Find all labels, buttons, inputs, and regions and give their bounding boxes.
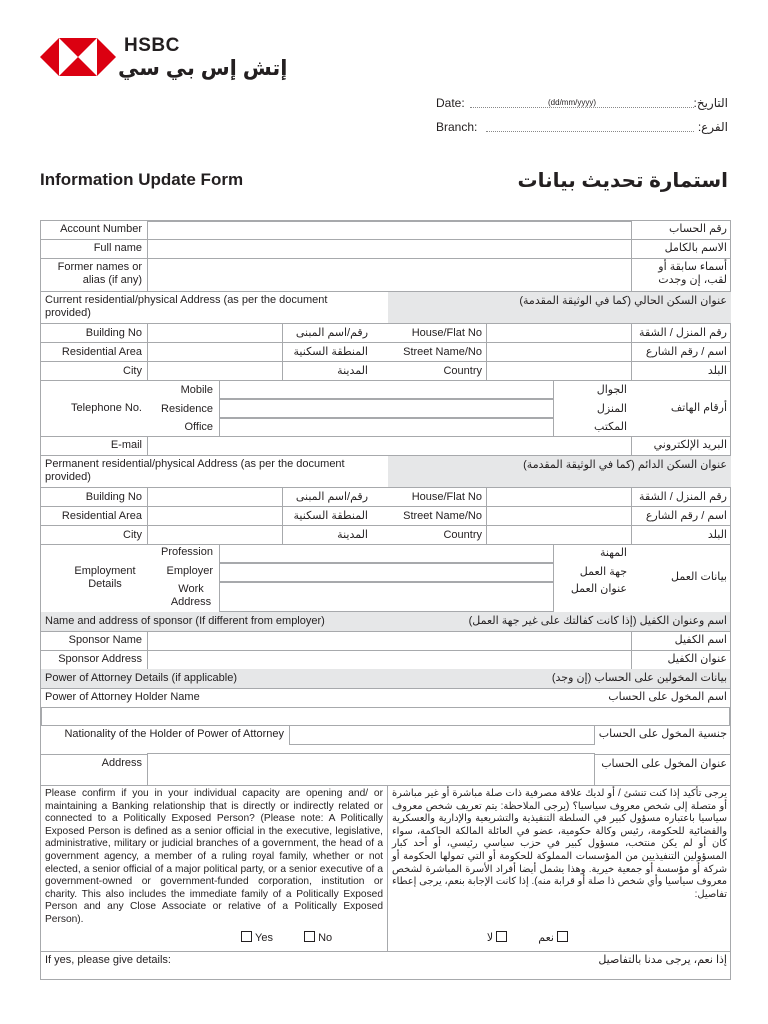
city-input[interactable] [147,361,283,381]
pep-yes-label-en: Yes [255,932,273,944]
house-flat-label-en: House/Flat No [411,327,482,339]
poa-name-input[interactable] [41,707,730,726]
sponsor-section-label-ar: اسم وعنوان الكفيل (إذا كانت كفالتك على غير جهة العمل) [468,615,727,627]
pep-options-en [238,931,388,945]
pep-question-ar: يرجى تأكيد إذا كنت تنشئ / أو لديك علاقة مصرفية ذات صلة مباشرة أو غير مباشرة أو متصلة إلى شخص معروف سياسيا؟ (يرجى الملاحظة: يتم تعريف شخص معروف سياسيا باعتباره مسؤول كبير في السلطة التنفيذية والتشريعية والإدارية والعسكرية والقضائية للحكومة، رئيس وكالة حكومية، عضو في العائلة المالكة الحاكمة، سواء كان أو لم يكن منتخب، مسؤول كبير في حزب سياسي رئيسي، أو أحد كبار المسؤولين التنفيذيين من المؤسسات المملوكة للحكومة أو التي تمولها الحكومة أو شركة أو مؤسسة أو جمعية خيرية. وهذا يشمل أيضا أفراد الأسرة المباشرة لشخص معروف سياسيا وأي شخص ذا صلة أو قرابة منه). إذا كانت الإجابة بنعم، يرجى إعطاء تفاصيل: [392,788,727,900]
profession-input[interactable] [219,544,554,563]
email-input[interactable] [147,436,632,456]
perm-country-label-ar: البلد [707,529,727,541]
pep-options-ar [451,931,571,945]
perm-street-label-ar: اسم / رقم الشارع [645,510,727,522]
poa-name-label-ar: اسم المخول على الحساب [608,691,727,703]
perm-house-flat-label-ar: رقم المنزل / الشقة [639,491,727,503]
mobile-label-ar: الجوال [596,384,627,396]
residential-area-label-ar: المنطقة السكنية [293,346,368,358]
pep-no-label-ar: لا [486,932,494,944]
poa-details-label-ar: بيانات المخولين على الحساب (إن وجد) [551,672,727,684]
city-label-en: City [123,365,142,377]
poa-address-input[interactable] [147,753,595,786]
date-label-ar: التاريخ: [693,96,728,110]
perm-building-no-input[interactable] [147,487,283,507]
employer-label-ar: جهة العمل [579,566,627,578]
office-label-ar: المكتب [594,421,627,433]
poa-name-label-en: Power of Attorney Holder Name [45,691,200,703]
sponsor-address-label-ar: عنوان الكفيل [667,653,727,665]
perm-city-label-en: City [123,529,142,541]
employer-label-en: Employer [166,565,213,577]
mobile-label-en: Mobile [180,384,213,396]
pep-yes-checkbox-ar[interactable] [557,931,568,942]
account-number-label-ar: رقم الحساب [669,223,727,235]
work-address-label-ar: عنوان العمل [570,583,627,595]
telephone-label-en: Telephone No. [71,402,142,414]
perm-city-input[interactable] [147,525,283,545]
office-label-en: Office [184,421,213,433]
permanent-address-label-ar: عنوان السكن الدائم (كما في الوثيقة المقدمة) [523,459,727,471]
residence-input[interactable] [219,399,554,418]
branch-label-en: Branch: [436,120,478,134]
sponsor-name-label-ar: اسم الكفيل [674,634,727,646]
residence-label-ar: المنزل [596,403,627,415]
pep-yes-checkbox-en[interactable] [241,931,252,942]
information-update-form [40,220,731,980]
pep-no-checkbox-en[interactable] [304,931,315,942]
poa-nationality-label-ar: جنسية المخول على الحساب [598,728,727,740]
perm-house-flat-label-en: House/Flat No [411,491,482,503]
perm-country-label-en: Country [443,529,482,541]
details-label-ar: إذا نعم، يرجى مدنا بالتفاصيل [598,954,727,966]
full-name-label-en: Full name [93,242,142,254]
sponsor-name-label-en: Sponsor Name [68,634,142,646]
pep-no-checkbox-ar[interactable] [496,931,507,942]
work-address-label-en: Work Address [170,583,212,608]
hsbc-logo [40,38,116,76]
former-names-label-en: Former names or alias (if any) [57,261,142,286]
profession-label-ar: المهنة [599,547,627,559]
house-flat-label-ar: رقم المنزل / الشقة [639,327,727,339]
brand-name-ar: إتش إس بي سي [118,57,288,80]
street-label-ar: اسم / رقم الشارع [645,346,727,358]
residence-label-en: Residence [161,403,213,415]
city-label-ar: المدينة [337,365,368,377]
full-name-input[interactable] [147,239,632,259]
pep-yes-label-ar: نعم [538,932,554,944]
poa-nationality-label-en: Nationality of the Holder of Power of Attorney [64,728,284,740]
country-label-en: Country [443,365,482,377]
perm-building-no-label-en: Building No [85,491,142,503]
poa-address-label-en: Address [101,757,142,769]
residential-area-input[interactable] [147,342,283,362]
perm-house-flat-input[interactable] [486,487,632,507]
perm-street-input[interactable] [486,506,632,526]
branch-input-line[interactable] [486,131,694,132]
building-no-label-en: Building No [85,327,142,339]
employment-label-en: Employment Details [74,565,136,590]
date-field[interactable] [436,96,728,112]
sponsor-section-label-en: Name and address of sponsor (If different from employer) [45,615,325,627]
account-number-label-en: Account Number [60,223,142,235]
residential-area-label-en: Residential Area [61,346,142,358]
branch-label-ar: الفرع: [697,120,728,134]
current-address-label-ar: عنوان السكن الحالي (كما في الوثيقة المقدمة) [519,295,727,307]
street-label-en: Street Name/No [403,346,482,358]
sponsor-name-input[interactable] [147,631,632,651]
account-number-input[interactable] [147,221,632,240]
former-names-input[interactable] [147,258,632,292]
poa-details-label-en: Power of Attorney Details (if applicable) [45,672,237,684]
perm-residential-area-label-en: Residential Area [61,510,142,522]
full-name-label-ar: الاسم بالكامل [664,242,727,254]
permanent-address-label-en: Permanent residential/physical Address (as per the document provided) [45,458,345,483]
date-format-hint: (dd/mm/yyyy) [548,98,596,107]
perm-residential-area-input[interactable] [147,506,283,526]
telephone-label-ar: أرقام الهاتف [670,402,727,414]
country-input[interactable] [486,361,632,381]
pep-no-label-en: No [318,932,333,944]
perm-residential-area-label-ar: المنطقة السكنية [293,510,368,522]
details-input[interactable] [191,965,571,979]
email-label-ar: البريد الإلكتروني [653,439,727,451]
mobile-input[interactable] [219,380,554,399]
former-names-label-ar: أسماء سابقة أو لقب، إن وجدت [658,261,727,286]
work-address-input[interactable] [219,582,554,612]
branch-field[interactable] [436,120,728,136]
form-title-ar: استمارة تحديث بيانات [517,170,728,192]
date-label-en: Date: [436,96,465,110]
details-label-en: If yes, please give details: [45,954,171,966]
employment-label-ar: بيانات العمل [671,571,727,583]
building-no-input[interactable] [147,323,283,343]
pep-question-en: Please confirm if you in your individual capacity are opening and/ or maintaining a Banking relationship that is directly or indirectly related or connected to a Politically Exposed Person? (Please note: A Politically Exposed Person is defined as a senior official in the executive, legislative, administrative, military or judicial branches of a government, the head of a government agency, a member of a ruling royal family, whether or not elected, a senior official of a major political party, or a senior executive of a government-owned or government-funded corporation, institution or charity. This also includes the immediate family of a Politically Exposed Person and any Close Associate or relative of a Politically Exposed Person). [45,788,383,925]
email-label-en: E-mail [110,439,142,451]
perm-country-input[interactable] [486,525,632,545]
perm-city-label-ar: المدينة [337,529,368,541]
date-input-line[interactable] [470,107,694,108]
brand-name-en: HSBC [124,35,180,56]
house-flat-input[interactable] [486,323,632,343]
poa-nationality-input[interactable] [289,725,595,745]
current-address-label-en: Current residential/physical Address (as per the document provided) [45,294,328,319]
country-label-ar: البلد [707,365,727,377]
sponsor-address-input[interactable] [147,650,632,670]
street-input[interactable] [486,342,632,362]
employer-input[interactable] [219,563,554,582]
office-input[interactable] [219,418,554,437]
poa-address-label-ar: عنوان المخول على الحساب [601,758,727,770]
sponsor-address-label-en: Sponsor Address [58,653,142,665]
perm-building-no-label-ar: رقم/اسم المبنى [295,491,368,503]
form-title-en: Information Update Form [40,170,244,189]
perm-street-label-en: Street Name/No [403,510,482,522]
profession-label-en: Profession [161,546,213,558]
building-no-label-ar: رقم/اسم المبنى [295,327,368,339]
